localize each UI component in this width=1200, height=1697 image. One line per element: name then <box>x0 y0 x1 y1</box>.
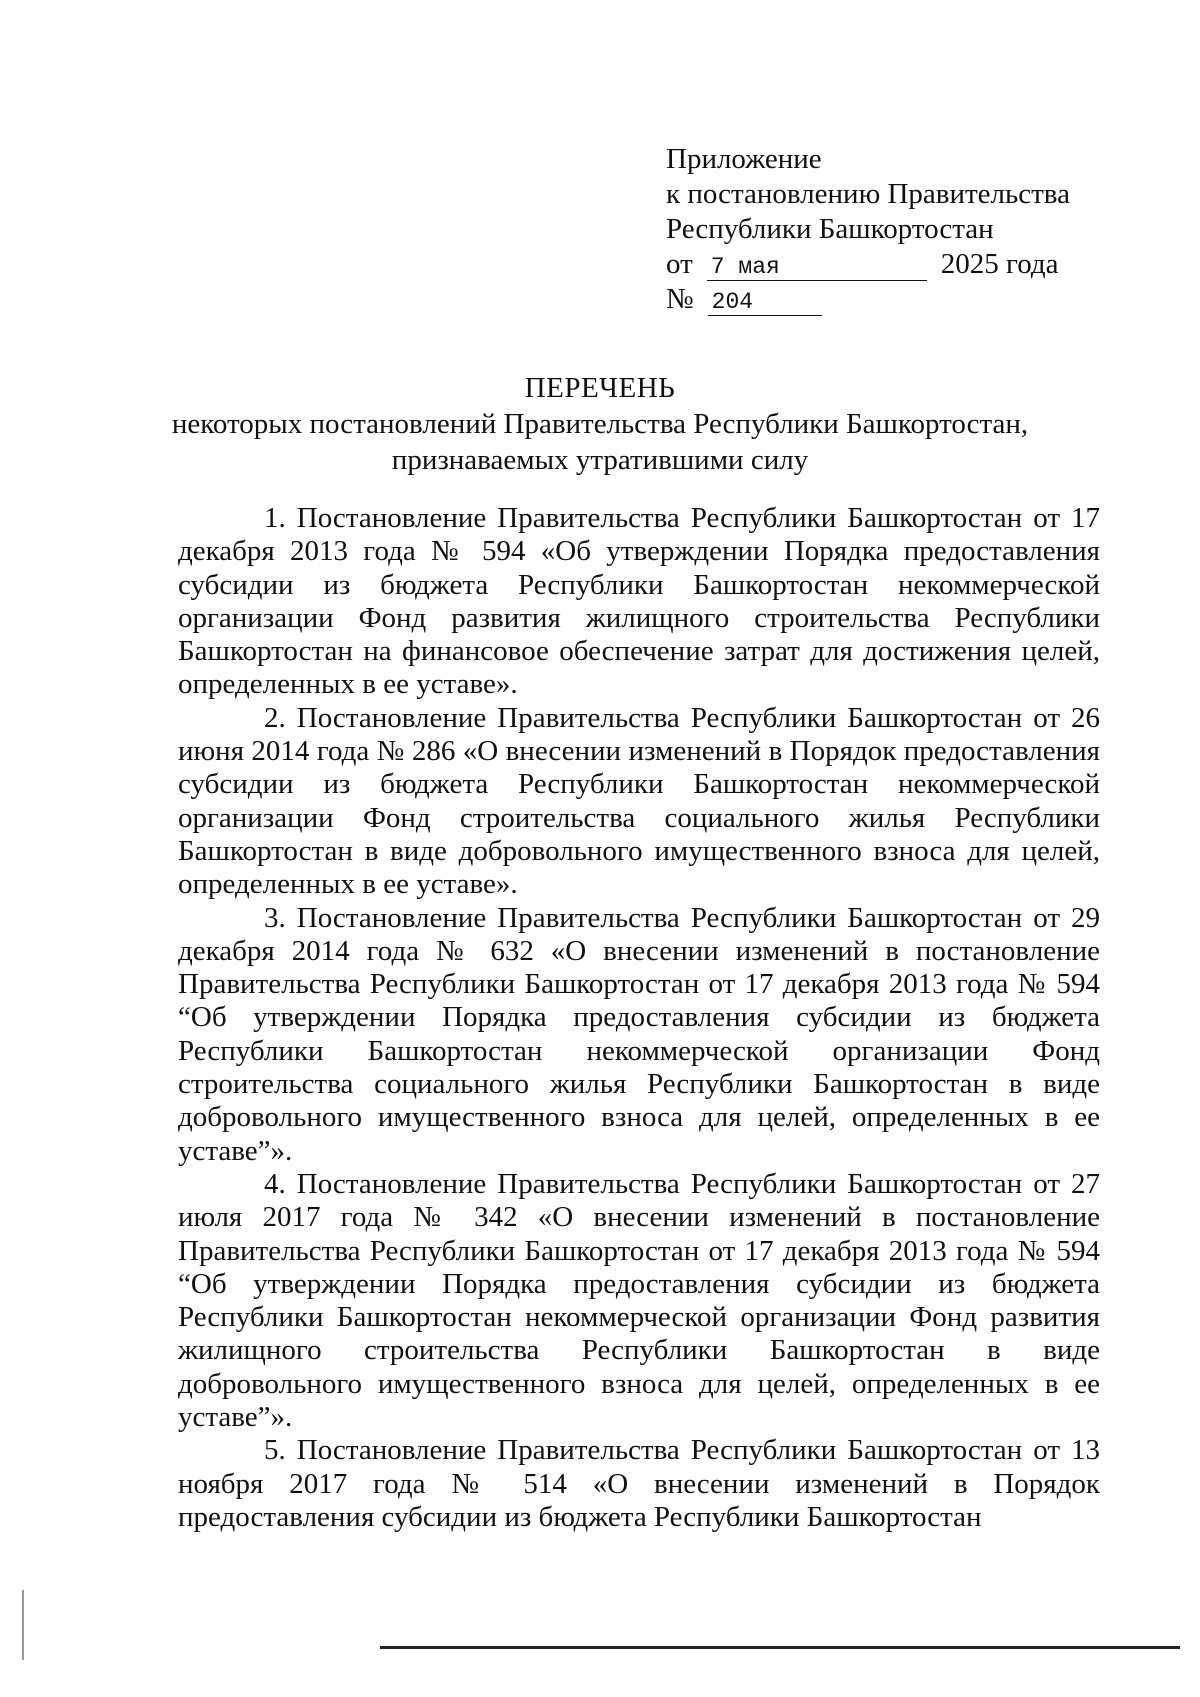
date-value: 7 мая <box>707 254 927 281</box>
heading-subtitle-line2: признаваемых утратившими силу <box>391 444 809 476</box>
item-number: 4. <box>264 1167 286 1200</box>
item-number: 5. <box>264 1434 286 1467</box>
list-item <box>178 902 1100 1168</box>
appendix-number-line <box>666 282 1136 317</box>
heading-title: ПЕРЕЧЕНЬ <box>524 372 676 404</box>
appendix-reference: к постановлению Правительства <box>666 178 1070 210</box>
scan-margin-mark <box>22 1590 24 1660</box>
document-body <box>178 502 1100 1534</box>
document-heading <box>150 370 1050 478</box>
list-item <box>178 502 1100 702</box>
item-text: Постановление Правительства Республики Башкортостан от 27 июля 2017 года № 342 «О внесении изменений в постановление Правительства Республики Башкортостан от 17 декабря 2013 года № 594 “Об утверждении Порядка предоставления субсидии из бюджета Республики Башкортостан некоммерческой организации Фонд развития жилищного строительства Республики Башкортостан в виде добровольного имущественного взноса для целей, определенных в ее уставе”». <box>178 1167 1100 1434</box>
item-number: 3. <box>264 901 286 934</box>
item-text: Постановление Правительства Республики Башкортостан от 26 июня 2014 года № 286 «О внесении изменений в Порядок предоставления субсидии из бюджета Республики Башкортостан некоммерческой организации Фонд строительства социального жилья Республики Башкортостан в виде добровольного имущественного взноса для целей, определенных в ее уставе». <box>178 701 1100 901</box>
date-suffix: 2025 года <box>940 248 1059 280</box>
date-prefix: от <box>666 248 693 280</box>
appendix-block <box>666 142 1136 317</box>
item-text: Постановление Правительства Республики Башкортостан от 29 декабря 2014 года № 632 «О внесении изменений в постановление Правительства Республики Башкортостан от 17 декабря 2013 года № 594 “Об утверждении Порядка предоставления субсидии из бюджета Республики Башкортостан некоммерческой организации Фонд строительства социального жилья Республики Башкортостан в виде добровольного имущественного взноса для целей, определенных в ее уставе”». <box>178 901 1100 1167</box>
item-number: 2. <box>264 701 286 734</box>
item-number: 1. <box>264 502 286 534</box>
appendix-republic: Республики Башкортостан <box>666 213 994 245</box>
list-item <box>178 1434 1100 1534</box>
list-item <box>178 1168 1100 1434</box>
list-item <box>178 702 1100 902</box>
appendix-date-line <box>666 247 1136 282</box>
item-text: Постановление Правительства Республики Башкортостан от 13 ноября 2017 года № 514 «О внесении изменений в Порядок предоставления субсидии из бюджета Республики Башкортостан <box>178 1434 1100 1533</box>
number-prefix: № <box>666 283 694 315</box>
number-value: 204 <box>708 289 822 316</box>
appendix-title: Приложение <box>666 143 822 175</box>
scan-bottom-edge <box>380 1646 1180 1649</box>
heading-subtitle-line1: некоторых постановлений Правительства Республики Башкортостан, <box>171 408 1029 440</box>
item-text: Постановление Правительства Республики Башкортостан от 17 декабря 2013 года № 594 «Об утверждении Порядка предоставления субсидии из бюджета Республики Башкортостан некоммерческой организации Фонд развития жилищного строительства Республики Башкортостан на финансовое обеспечение затрат для достижения целей, определенных в ее уставе». <box>178 502 1100 701</box>
